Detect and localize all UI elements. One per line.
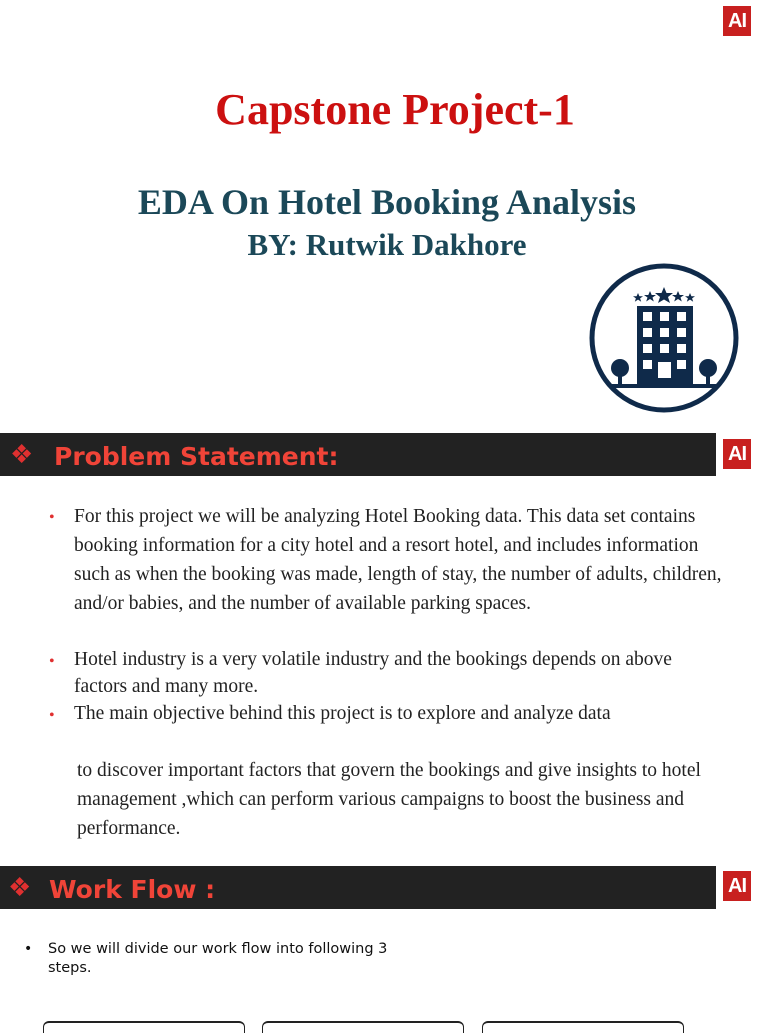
diamond-bullet-icon: ❖ — [10, 440, 34, 469]
bullet-dot: • — [49, 509, 55, 526]
problem-statement-header — [0, 433, 716, 476]
page-title: Capstone Project-1 — [215, 85, 575, 134]
work-flow-heading: Work Flow : — [49, 875, 216, 904]
work-flow-header — [0, 866, 716, 909]
author-line: BY: Rutwik Dakhore — [247, 227, 527, 262]
ai-logo: AI — [723, 439, 751, 469]
list-item: Hotel industry is a very volatile industry and the bookings depends on above factors and many more. — [74, 649, 672, 697]
bullet-dot: • — [49, 653, 55, 670]
hotel-building-icon — [588, 262, 740, 414]
bullet-dot: • — [24, 941, 33, 957]
step-box — [43, 1021, 245, 1033]
work-flow-text: So we will divide our work flow into following 3 steps. — [48, 941, 388, 976]
step-box — [482, 1021, 684, 1033]
ai-logo: AI — [723, 6, 751, 36]
page-subtitle: EDA On Hotel Booking Analysis — [137, 182, 637, 222]
list-item: For this project we will be analyzing Hotel Booking data. This data set contains booking information for a city hotel and a resort hotel, and includes information such as when the booking was made, length of stay, the number of adults, children, and/or babies, and the number of available parking spaces. — [74, 506, 722, 614]
diamond-bullet-icon: ❖ — [8, 873, 32, 902]
step-box — [262, 1021, 464, 1033]
ai-logo: AI — [723, 871, 751, 901]
problem-statement-heading: Problem Statement: — [54, 442, 339, 471]
list-item-continuation: to discover important factors that govern the bookings and give insights to hotel management ,which can perform various campaigns to boost the business and performance. — [77, 760, 701, 839]
bullet-dot: • — [49, 707, 55, 724]
list-item: The main objective behind this project is to explore and analyze data — [74, 703, 611, 724]
